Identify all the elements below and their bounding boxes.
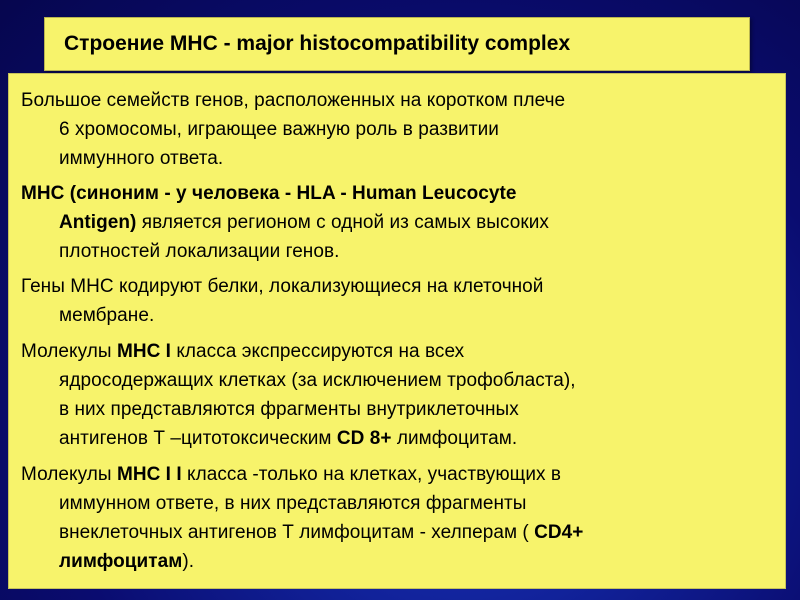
paragraph-3	[21, 272, 777, 330]
paragraph-1	[21, 86, 777, 173]
paragraph-line	[21, 518, 777, 547]
paragraph-line	[21, 366, 777, 395]
paragraph-line	[21, 547, 777, 576]
text-run: лимфоцитам	[59, 551, 183, 572]
text-run: иммунного ответа.	[59, 148, 224, 169]
paragraph-4	[21, 337, 777, 453]
text-run: ядросодержащих клетках (за исключением трофобласта),	[59, 370, 576, 391]
text-run: является регионом с одной из самых высоких	[136, 212, 549, 233]
text-run: Гены МНС кодируют белки, локализующиеся на клеточной	[21, 276, 544, 297]
paragraph-line	[21, 424, 777, 453]
paragraph-line	[21, 272, 777, 301]
text-run: Молекулы	[21, 341, 117, 362]
text-run: лимфоцитам.	[391, 428, 518, 449]
text-run: внеклеточных антигенов Т лимфоцитам - хелперам (	[59, 522, 535, 543]
slide-title-prefix: Строение	[64, 32, 170, 55]
text-run: антигенов Т –цитотоксическим	[59, 428, 337, 449]
text-run: Antigen)	[59, 212, 137, 233]
text-run: иммунном ответе, в них представляются фрагменты	[59, 493, 527, 514]
text-run: 6 хромосомы, играющее важную роль в развитии	[59, 119, 499, 140]
slide-title-bold: MHC - major histocompatibility complex	[169, 32, 571, 55]
paragraph-line	[21, 301, 777, 330]
text-run: МНС I	[116, 341, 172, 362]
paragraph-2	[21, 179, 777, 266]
text-run: в них представляются фрагменты внутриклеточных	[59, 399, 519, 420]
slide-title	[64, 29, 570, 59]
paragraph-line	[21, 86, 777, 115]
paragraph-line	[21, 115, 777, 144]
text-run: Молекулы	[21, 464, 117, 485]
paragraph-line	[21, 395, 777, 424]
text-run: CD 8+	[336, 428, 392, 449]
text-run: ).	[182, 551, 195, 572]
text-run: класса экспрессируются на всех	[171, 341, 465, 362]
paragraph-line	[21, 460, 777, 489]
text-run: Большое семейств генов, расположенных на коротком плече	[21, 90, 566, 111]
text-run: мембране.	[59, 305, 155, 326]
paragraph-line	[21, 208, 777, 237]
text-run: CD4+	[534, 522, 584, 543]
text-run: плотностей локализации генов.	[59, 241, 340, 262]
text-run: MHC (синоним - у человека - HLA - Human Leucocyte	[21, 183, 517, 204]
paragraph-5	[21, 460, 777, 576]
text-run: класса -только на клетках, участвующих в	[181, 464, 562, 485]
paragraph-line	[21, 237, 777, 266]
paragraph-line	[21, 144, 777, 173]
text-run: МНС I I	[116, 464, 182, 485]
paragraph-line	[21, 489, 777, 518]
paragraph-line	[21, 337, 777, 366]
paragraph-line	[21, 179, 777, 208]
